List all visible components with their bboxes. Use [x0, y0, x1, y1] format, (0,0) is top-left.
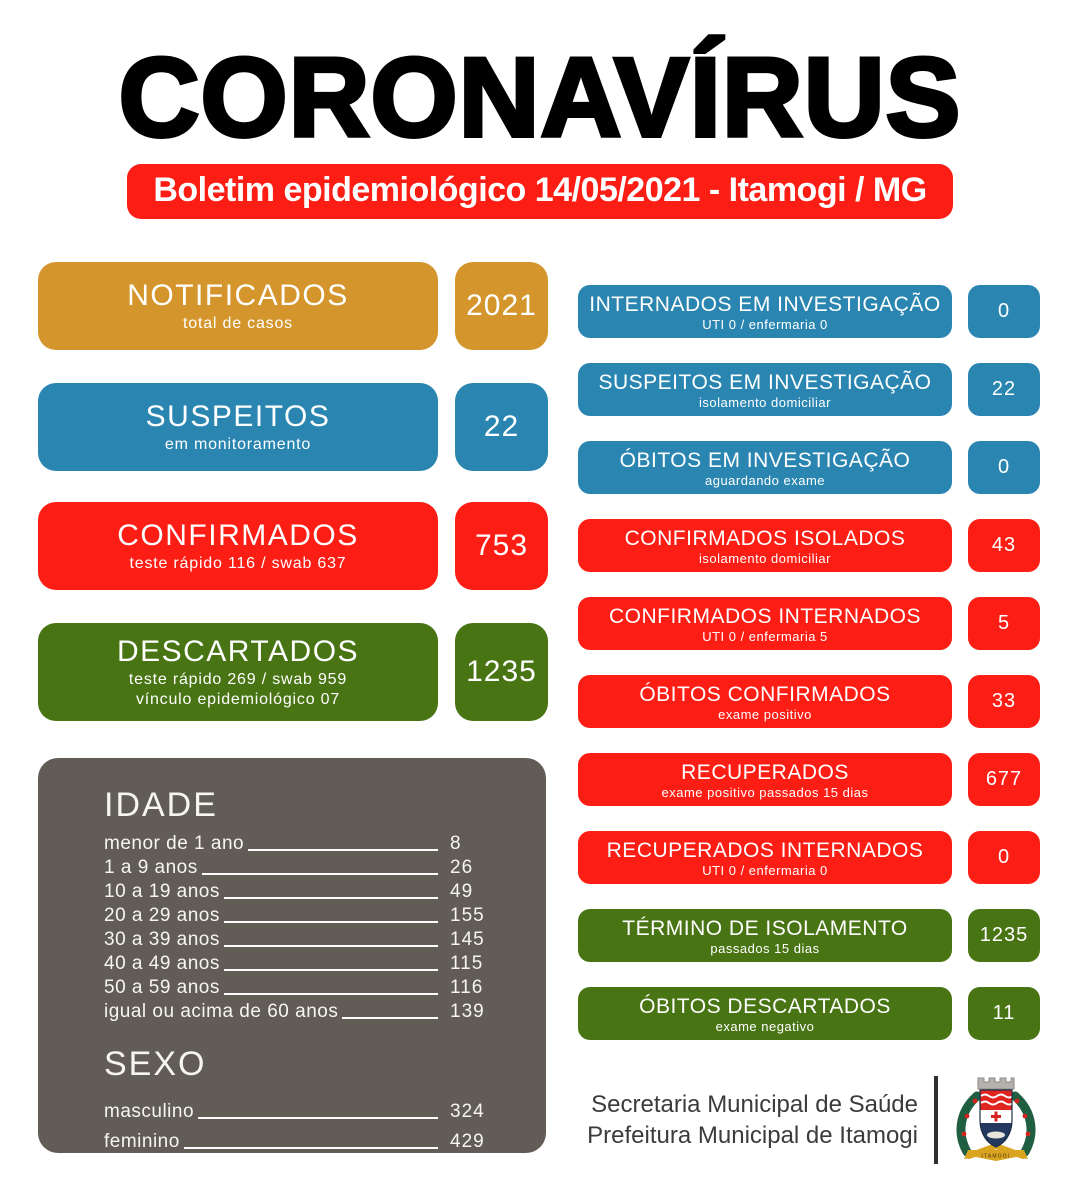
stat-card-subtitle: em monitoramento [164, 436, 312, 453]
stat-value-confirmados: 753 [455, 502, 548, 590]
footer [578, 1072, 1042, 1168]
age-row [104, 999, 494, 1023]
stat-card-confirmados-internados [578, 597, 952, 650]
stat-card-termino-isolamento [578, 909, 952, 962]
stat-card-subtitle: teste rápido 116 / swab 637 [129, 555, 347, 572]
demographics-card [38, 758, 546, 1153]
age-row-label: 20 a 29 anos [104, 905, 220, 926]
leader-line [202, 873, 438, 875]
footer-divider [934, 1076, 938, 1164]
stat-value-confirmados-internados: 5 [968, 597, 1040, 650]
sex-section-title: SEXO [104, 1045, 207, 1083]
stat-card-title: CONFIRMADOS ISOLADOS [624, 526, 906, 550]
stat-value-termino-isolamento: 1235 [968, 909, 1040, 962]
stat-row-obitos-confirmados [578, 675, 1042, 728]
stat-card-title: RECUPERADOS [681, 760, 849, 784]
stat-card-subtitle: aguardando exame [704, 472, 826, 488]
stat-card-subtitle: isolamento domiciliar [699, 394, 831, 410]
stat-card-title: TÉRMINO DE ISOLAMENTO [622, 916, 908, 940]
age-row [104, 951, 494, 975]
stat-card-internados-investigacao [578, 285, 952, 338]
leader-line [224, 921, 438, 923]
sex-row-value: 429 [450, 1131, 485, 1152]
left-column [38, 219, 548, 1153]
stat-row-notificados [38, 262, 548, 350]
stat-value-notificados: 2021 [455, 262, 548, 350]
stat-value-recuperados-internados: 0 [968, 831, 1040, 884]
stat-card-title: ÓBITOS EM INVESTIGAÇÃO [619, 448, 911, 472]
age-row-value: 145 [450, 929, 485, 950]
stat-card-subtitle: UTI 0 / enfermaria 5 [702, 628, 828, 644]
itamogi-coat-of-arms-icon [950, 1072, 1042, 1168]
stat-card-title: SUSPEITOS [145, 400, 331, 433]
stat-row-confirmados-internados [578, 597, 1042, 650]
stat-value-confirmados-isolados: 43 [968, 519, 1040, 572]
header [0, 0, 1080, 219]
stat-card-confirmados-isolados [578, 519, 952, 572]
stat-card-descartados [38, 623, 438, 721]
age-row-value: 155 [450, 905, 485, 926]
stat-row-recuperados [578, 753, 1042, 806]
stat-row-suspeitos [38, 383, 548, 471]
stat-card-obitos-investigacao [578, 441, 952, 494]
stat-value-suspeitos-investigacao: 22 [968, 363, 1040, 416]
content [0, 219, 1080, 1168]
leader-line [224, 993, 438, 995]
stat-row-confirmados-isolados [578, 519, 1042, 572]
stat-card-title: INTERNADOS EM INVESTIGAÇÃO [589, 292, 941, 316]
stat-card-title: SUSPEITOS EM INVESTIGAÇÃO [598, 370, 932, 394]
sex-rows [104, 1093, 494, 1153]
leader-line [224, 897, 438, 899]
stat-card-suspeitos-investigacao [578, 363, 952, 416]
right-column [578, 219, 1042, 1168]
age-row-value: 139 [450, 1001, 485, 1022]
stat-row-obitos-descartados [578, 987, 1042, 1040]
age-row-label: 1 a 9 anos [104, 857, 198, 878]
stat-card-recuperados-internados [578, 831, 952, 884]
age-row [104, 903, 494, 927]
age-row [104, 831, 494, 855]
age-row [104, 927, 494, 951]
stat-value-suspeitos: 22 [455, 383, 548, 471]
age-row-value: 115 [450, 953, 484, 974]
stat-card-subtitle: UTI 0 / enfermaria 0 [702, 316, 828, 332]
stat-value-obitos-confirmados: 33 [968, 675, 1040, 728]
stat-row-confirmados [38, 502, 548, 590]
stat-row-recuperados-internados [578, 831, 1042, 884]
age-row-label: 10 a 19 anos [104, 881, 220, 902]
stat-card-subtitle: teste rápido 269 / swab 959 [128, 671, 348, 688]
age-row-value: 26 [450, 857, 474, 878]
stat-row-obitos-investigacao [578, 441, 1042, 494]
stat-row-internados-investigacao [578, 285, 1042, 338]
stat-card-subtitle: exame negativo [715, 1018, 815, 1034]
age-section-title: IDADE [104, 786, 218, 824]
stat-row-descartados [38, 623, 548, 721]
crest-ribbon-label: ITAMOGI [981, 1153, 1011, 1160]
bulletin-banner: Boletim epidemiológico 14/05/2021 - Itamogi / MG [127, 164, 952, 219]
stat-card-subtitle: exame positivo [718, 706, 812, 722]
stat-card-subtitle: UTI 0 / enfermaria 0 [702, 862, 828, 878]
stat-card-title: ÓBITOS DESCARTADOS [639, 994, 891, 1018]
stat-card-suspeitos [38, 383, 438, 471]
age-row-label: menor de 1 ano [104, 833, 245, 854]
stat-card-subtitle: exame positivo passados 15 dias [661, 784, 869, 800]
stat-card-notificados [38, 262, 438, 350]
leader-line [248, 849, 438, 851]
footer-line2: Prefeitura Municipal de Itamogi [587, 1122, 918, 1149]
age-row [104, 975, 494, 999]
leader-line [198, 1117, 438, 1119]
stat-card-title: CONFIRMADOS INTERNADOS [608, 604, 921, 628]
footer-text [587, 1089, 918, 1151]
leader-line [224, 969, 438, 971]
stat-row-termino-isolamento [578, 909, 1042, 962]
stat-card-title: DESCARTADOS [116, 635, 360, 668]
stat-card-title: ÓBITOS CONFIRMADOS [639, 682, 891, 706]
age-row-value: 116 [450, 977, 484, 998]
stat-card-subtitle: passados 15 dias [710, 940, 820, 956]
stat-card-obitos-confirmados [578, 675, 952, 728]
age-row [104, 855, 494, 879]
stat-value-descartados: 1235 [455, 623, 548, 721]
stat-card-confirmados [38, 502, 438, 590]
stat-card-subtitle: total de casos [183, 315, 293, 332]
age-row-label: 50 a 59 anos [104, 977, 220, 998]
stat-value-recuperados: 677 [968, 753, 1040, 806]
age-row-value: 49 [450, 881, 474, 902]
sex-row [104, 1093, 494, 1123]
age-row-label: igual ou acima de 60 anos [104, 1001, 339, 1022]
age-row-label: 40 a 49 anos [104, 953, 220, 974]
stat-value-obitos-descartados: 11 [968, 987, 1040, 1040]
sex-row-value: 324 [450, 1101, 485, 1122]
stat-value-internados-investigacao: 0 [968, 285, 1040, 338]
sex-row-label: feminino [104, 1131, 180, 1152]
leader-line [224, 945, 438, 947]
stat-card-title: RECUPERADOS INTERNADOS [606, 838, 924, 862]
stat-card-subtitle: isolamento domiciliar [699, 550, 831, 566]
page-title: CORONAVÍRUS [118, 35, 962, 160]
stat-card-subtitle2: vínculo epidemiológico 07 [135, 691, 341, 708]
age-rows [104, 831, 494, 1023]
sex-row [104, 1123, 494, 1153]
age-row [104, 879, 494, 903]
stat-value-obitos-investigacao: 0 [968, 441, 1040, 494]
leader-line [184, 1147, 438, 1149]
stat-card-recuperados [578, 753, 952, 806]
age-row-value: 8 [450, 833, 462, 854]
leader-line [342, 1017, 438, 1019]
footer-line1: Secretaria Municipal de Saúde [591, 1091, 918, 1118]
age-row-label: 30 a 39 anos [104, 929, 220, 950]
stat-card-title: NOTIFICADOS [127, 279, 349, 312]
stat-row-suspeitos-investigacao [578, 363, 1042, 416]
stat-card-obitos-descartados [578, 987, 952, 1040]
sex-row-label: masculino [104, 1101, 195, 1122]
stat-card-title: CONFIRMADOS [117, 519, 359, 552]
